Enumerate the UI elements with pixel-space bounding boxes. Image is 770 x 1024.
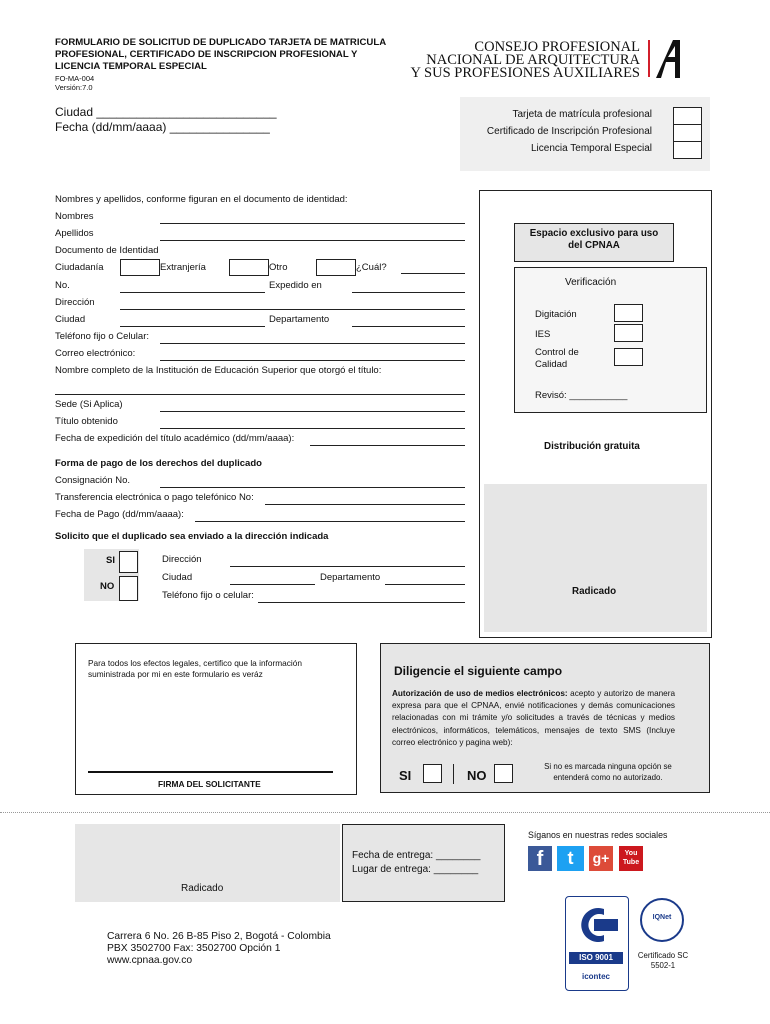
titulo-label: Título obtenido: [55, 416, 118, 427]
footer-address: Carrera 6 No. 26 B-85 Piso 2, Bogotá - Colombia: [107, 931, 331, 942]
sede-field[interactable]: [160, 411, 465, 412]
env-telefono-label: Teléfono fijo o celular:: [162, 590, 254, 601]
env-departamento-label: Departamento: [320, 572, 381, 583]
control-checkbox[interactable]: [614, 348, 643, 366]
otro-label: Otro: [269, 262, 288, 273]
distribucion-label: Distribución gratuita: [544, 441, 640, 452]
form-code: FO-MA-004: [55, 74, 95, 83]
telefono-label: Teléfono fijo o Celular:: [55, 331, 149, 342]
extranjeria-checkbox[interactable]: [229, 259, 269, 276]
firma-label: FIRMA DEL SOLICITANTE: [158, 779, 261, 789]
institucion-label: Nombre completo de la Institución de Educación Superior que otorgó el título:: [55, 365, 382, 376]
digitacion-checkbox[interactable]: [614, 304, 643, 322]
env-ciudad-label: Ciudad: [162, 572, 193, 583]
ciudadania-label: Ciudadanía: [55, 262, 104, 273]
icontec-label: icontec: [581, 972, 610, 981]
ciudad-field[interactable]: [120, 326, 265, 327]
titulo-field[interactable]: [160, 428, 465, 429]
doc-type-licencia-label: Licencia Temporal Especial: [531, 143, 652, 154]
cpnaa-heading: Espacio exclusivo para uso del CPNAA: [529, 228, 659, 251]
autorizacion-si-checkbox[interactable]: [423, 764, 442, 783]
correo-field[interactable]: [160, 360, 465, 361]
direccion-label: Dirección: [55, 297, 95, 308]
pago-heading: Forma de pago de los derechos del duplicado: [55, 458, 262, 469]
nombres-field[interactable]: [160, 223, 465, 224]
correo-label: Correo electrónico:: [55, 348, 136, 359]
entrega-lugar[interactable]: Lugar de entrega: ________: [352, 864, 479, 875]
cpnaa-panel: [479, 190, 712, 638]
firma-legal-text: Para todos los efectos legales, certifico que la información suministrada por mi en este formulario es veráz: [88, 658, 302, 679]
twitter-icon[interactable]: t: [557, 846, 584, 871]
cut-line: [0, 812, 770, 813]
transferencia-label: Transferencia electrónica o pago telefónico No:: [55, 492, 254, 503]
autorizacion-no-label: NO: [467, 768, 487, 783]
verificacion-label: Verificación: [565, 277, 617, 288]
autorizacion-si-label: SI: [399, 768, 412, 783]
autorizacion-text: Autorización de uso de medios electrónicos: acepto y autorizo de manera expresa para que el CPNAA, envié notificaciones y demás comunicaciones relacionadas con mi trámite y/o solicitudes a través de técnicas y medios electrónicos, informáticos, telemáticos, mensajes de texto SMS (Incluye correo electrónico y pagina web):: [392, 689, 676, 747]
digitacion-label: Digitación: [535, 309, 577, 320]
envio-no-label: NO: [100, 581, 115, 592]
telefono-field[interactable]: [160, 343, 465, 344]
doc-type-tarjeta-label: Tarjeta de matrícula profesional: [512, 109, 652, 120]
ies-checkbox[interactable]: [614, 324, 643, 342]
fecha-exp-field[interactable]: [310, 445, 465, 446]
icontec-logo-icon: [574, 905, 620, 945]
transferencia-field[interactable]: [265, 504, 465, 505]
form-version: Versión:7.0: [55, 83, 93, 92]
iqnet-seal: [640, 898, 684, 942]
iso-label: ISO 9001: [569, 952, 623, 964]
otro-checkbox[interactable]: [316, 259, 356, 276]
google-plus-icon[interactable]: g+: [589, 846, 613, 871]
entrega-fecha[interactable]: Fecha de entrega: ________: [352, 850, 481, 861]
envio-options: [84, 549, 139, 601]
icontec-seal: [565, 896, 629, 991]
env-direccion-label: Dirección: [162, 554, 202, 565]
ies-label: IES: [535, 329, 551, 340]
consignacion-field[interactable]: [160, 487, 465, 488]
expedido-label: Expedido en: [269, 280, 322, 291]
radicado-box: [484, 484, 707, 632]
fecha-pago-label: Fecha de Pago (dd/mm/aaaa):: [55, 509, 184, 520]
direccion-field[interactable]: [120, 309, 465, 310]
form-title: FORMULARIO DE SOLICITUD DE DUPLICADO TARJETA DE MATRICULA PROFESIONAL, CERTIFICADO DE INSCRIPCION PROFESIONAL Y LICENCIA TEMPORAL ESPECIAL: [55, 37, 387, 72]
entrega-box: [342, 824, 505, 902]
autorizacion-divider: [453, 764, 454, 784]
logo-a-icon: [654, 38, 692, 78]
ciudadania-checkbox[interactable]: [120, 259, 160, 276]
firma-line[interactable]: [88, 771, 333, 773]
env-ciudad-field[interactable]: [230, 584, 315, 585]
autorizacion-box: [380, 643, 710, 793]
doc-type-certificado-checkbox[interactable]: [673, 124, 702, 142]
fecha-exp-label: Fecha de expedición del título académico (dd/mm/aaaa):: [55, 433, 295, 444]
control-label: Control de Calidad: [535, 347, 579, 370]
firma-box: [75, 643, 357, 795]
ciudad-label: Ciudad: [55, 314, 86, 325]
consignacion-label: Consignación No.: [55, 475, 130, 486]
fecha-pago-field[interactable]: [195, 521, 465, 522]
radicado-label: Radicado: [572, 586, 617, 597]
footer-pbx: PBX 3502700 Fax: 3502700 Opción 1: [107, 943, 281, 954]
expedido-field[interactable]: [352, 292, 465, 293]
apellidos-label: Apellidos: [55, 228, 94, 239]
autorizacion-note: Si no es marcada ninguna opción se entenderá como no autorizado.: [544, 762, 672, 782]
ciudad-line[interactable]: Ciudad ___________________________: [55, 105, 277, 119]
no-label: No.: [55, 280, 70, 291]
cual-label: ¿Cuál?: [356, 262, 387, 273]
doc-type-certificado-label: Certificado de Inscripción Profesional: [486, 126, 652, 137]
footer-radicado-box: [75, 824, 340, 902]
doc-type-tarjeta-checkbox[interactable]: [673, 107, 702, 125]
envio-no-checkbox[interactable]: [119, 576, 138, 601]
footer-radicado-label: Radicado: [181, 883, 224, 894]
cert-label: Certificado SC 5502-1: [637, 951, 689, 970]
autorizacion-heading: Diligencie el siguiente campo: [394, 664, 563, 678]
envio-heading: Solicito que el duplicado sea enviado a la dirección indicada: [55, 531, 329, 542]
departamento-label: Departamento: [269, 314, 330, 325]
env-telefono-field[interactable]: [258, 602, 465, 603]
documento-label: Documento de Identidad: [55, 245, 159, 256]
env-departamento-field[interactable]: [385, 584, 465, 585]
cpnaa-heading-box: [514, 223, 674, 262]
verificacion-box: [514, 267, 707, 413]
institucion-field[interactable]: [55, 394, 465, 395]
reviso-line[interactable]: Revisó: ___________: [535, 390, 628, 401]
apellidos-field[interactable]: [160, 240, 465, 241]
autorizacion-no-checkbox[interactable]: [494, 764, 513, 783]
departamento-field[interactable]: [352, 326, 465, 327]
logo-red-bar: [648, 40, 650, 77]
envio-si-checkbox[interactable]: [119, 551, 138, 573]
cual-field[interactable]: [401, 273, 465, 274]
no-field[interactable]: [120, 292, 265, 293]
youtube-icon[interactable]: You Tube: [619, 846, 643, 871]
iqnet-label: IQNet: [652, 914, 672, 921]
envio-si-label: SI: [106, 555, 115, 566]
facebook-icon[interactable]: f: [528, 846, 552, 871]
intro-text: Nombres y apellidos, conforme figuran en el documento de identidad:: [55, 194, 348, 205]
nombres-label: Nombres: [55, 211, 94, 222]
env-direccion-field[interactable]: [230, 566, 465, 567]
sede-label: Sede (Si Aplica): [55, 399, 123, 410]
extranjeria-label: Extranjería: [160, 262, 206, 273]
doc-type-panel: [460, 97, 710, 171]
footer-web[interactable]: www.cpnaa.gov.co: [107, 955, 193, 966]
fecha-line[interactable]: Fecha (dd/mm/aaaa) _______________: [55, 120, 270, 134]
doc-type-licencia-checkbox[interactable]: [673, 141, 702, 159]
social-label: Síganos en nuestras redes sociales: [528, 830, 668, 840]
